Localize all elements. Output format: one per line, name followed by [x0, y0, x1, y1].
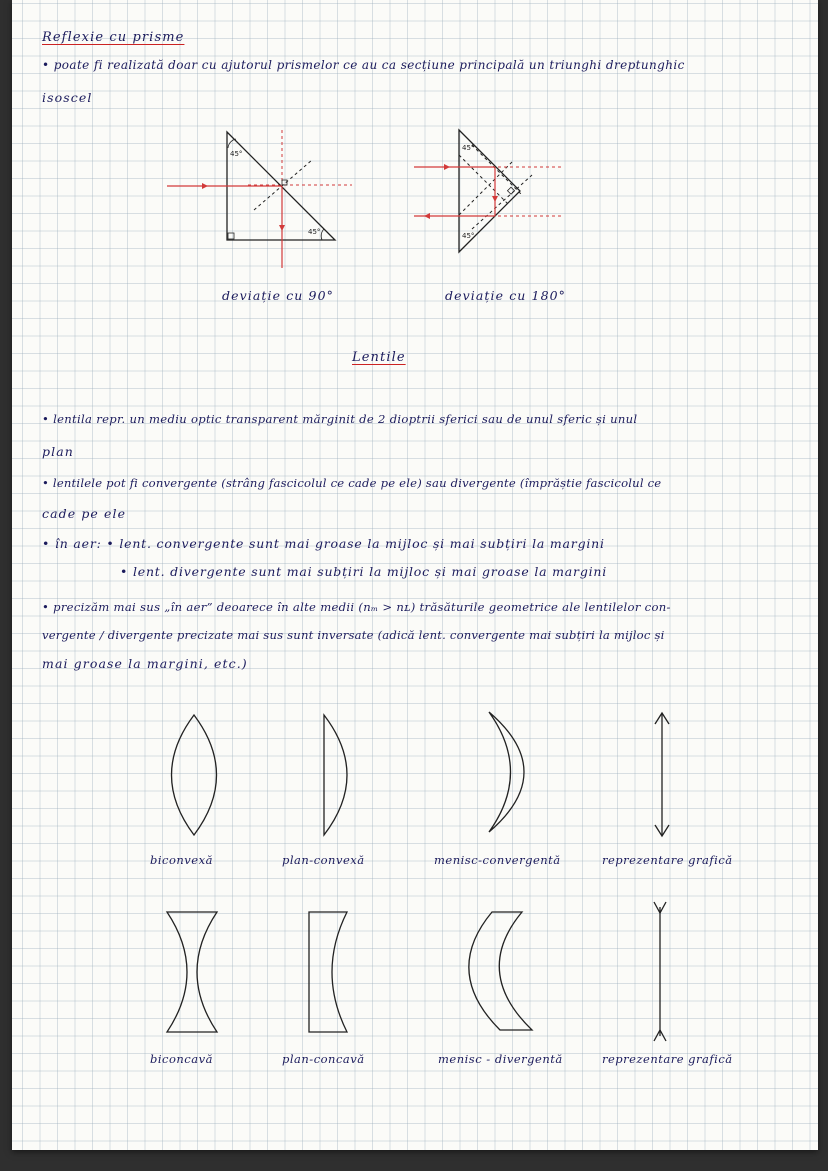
- normal-line-dashed: [459, 155, 509, 205]
- section-title-lentile: Lentile: [352, 350, 406, 365]
- text-line: mai groase la margini, etc.): [42, 656, 248, 671]
- angle-label: 45°: [462, 232, 475, 240]
- notebook-page: [12, 0, 818, 1150]
- label-menisc-divergent: menisc - divergentă: [438, 1052, 563, 1066]
- text-line: • lentilele pot fi convergente (strâng fascicolul ce cade pe ele) sau divergente (împrăștie fascicolul ce: [42, 476, 662, 490]
- label-menisc-convergent: menisc-convergentă: [434, 853, 561, 867]
- label-repr-grafica: reprezentare grafică: [602, 1052, 733, 1066]
- lens-biconvex: [172, 715, 217, 835]
- lens-plan-convex: [324, 715, 347, 835]
- angle-arc: [321, 229, 324, 240]
- text-line: • lent. divergente sunt mai subțiri la mijloc și mai groase la margini: [120, 564, 608, 579]
- right-angle-icon: [507, 187, 514, 194]
- arrow-icon: [492, 196, 498, 202]
- text-line: plan: [42, 444, 74, 459]
- text-line: isoscel: [42, 90, 93, 105]
- label-plan-concave: plan-concavă: [282, 1052, 365, 1066]
- label-biconvex: biconvexă: [150, 853, 213, 867]
- text-line: • poate fi realizată doar cu ajutorul prismelor ce au ca secțiune principală un triunghi dreptunghic: [42, 58, 685, 72]
- lens-menisc-divergent: [469, 912, 532, 1030]
- text-line: cade pe ele: [42, 506, 127, 521]
- prism-180-diagram: [414, 130, 561, 252]
- text-line: vergente / divergente precizate mai sus sunt inversate (adică lent. convergente mai subțiri la mijloc și: [42, 628, 665, 642]
- prism-90-diagram: [167, 130, 352, 268]
- lens-biconcave: [167, 912, 217, 1032]
- text-line: • lentila repr. un mediu optic transparent mărginit de 2 dioptrii sferici sau de unul sferic și unul: [42, 412, 638, 426]
- text-line: • în aer: • lent. convergente sunt mai groase la mijloc și mai subțiri la margini: [42, 536, 605, 551]
- right-angle-icon: [228, 233, 234, 239]
- angle-label: 45°: [308, 228, 321, 236]
- angle-label: 45°: [462, 144, 475, 152]
- lens-symbol-convergent: [655, 713, 669, 836]
- normal-line-dashed: [472, 175, 532, 229]
- caption-deviation-180: deviație cu 180°: [445, 288, 567, 303]
- label-biconcave: biconcavă: [150, 1052, 213, 1066]
- arrow-icon: [424, 213, 430, 219]
- lens-menisc-convergent: [489, 712, 524, 832]
- lens-symbol-divergent: [654, 902, 666, 1041]
- lens-plan-concave: [309, 912, 347, 1032]
- section-title-reflexie: Reflexie cu prisme: [42, 30, 185, 45]
- arrow-icon: [202, 183, 208, 189]
- angle-label: 45°: [230, 150, 243, 158]
- text-line: • precizăm mai sus „în aer” deoarece în alte medii (nₘ > nʟ) trăsăturile geometrice ale lentilelor con-: [42, 600, 671, 614]
- label-plan-convex: plan-convexă: [282, 853, 365, 867]
- label-repr-grafica: reprezentare grafică: [602, 853, 733, 867]
- caption-deviation-90: deviație cu 90°: [222, 288, 334, 303]
- normal-line-dashed: [472, 145, 522, 195]
- arrow-icon: [279, 225, 285, 231]
- arrow-icon: [444, 164, 450, 170]
